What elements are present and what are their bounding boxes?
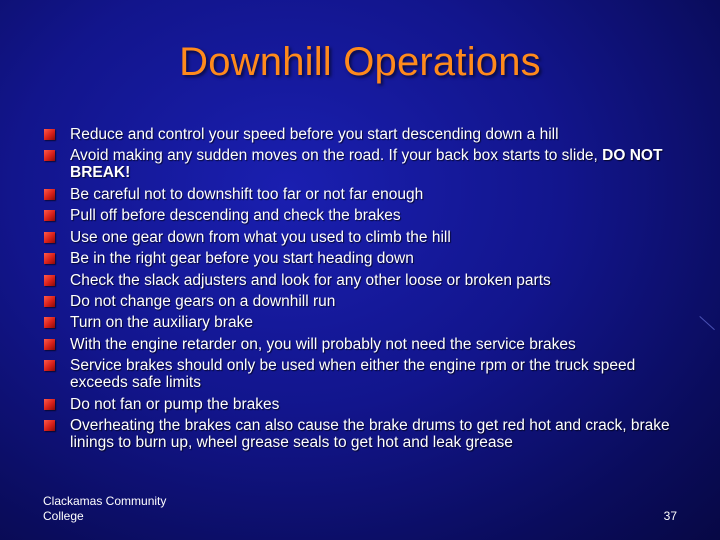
bullet-item — [44, 337, 680, 354]
bullet-text: Service brakes should only be used when either the engine rpm or the truck speed exceeds safe limits — [70, 357, 636, 392]
bullet-item — [44, 127, 680, 144]
square-bullet-icon — [44, 420, 55, 431]
bullet-text: Be careful not to downshift too far or not far enough — [70, 185, 424, 203]
bullet-text: Check the slack adjusters and look for any other loose or broken parts — [70, 271, 551, 289]
bullet-text: Use one gear down from what you used to climb the hill — [70, 228, 451, 246]
bullet-text: Do not fan or pump the brakes — [70, 395, 280, 413]
square-bullet-icon — [44, 150, 55, 161]
footer-institution: Clackamas Community College — [43, 494, 167, 523]
bullet-text: Do not change gears on a downhill run — [70, 292, 336, 310]
bullet-text: Reduce and control your speed before you start descending down a hill — [70, 126, 559, 143]
bullet-item — [44, 273, 680, 290]
bullet-item — [44, 397, 680, 414]
bullet-text: Turn on the auxiliary brake — [70, 314, 253, 332]
bullet-list — [44, 127, 680, 456]
page-number: 37 — [663, 509, 677, 523]
square-bullet-icon — [44, 129, 55, 140]
square-bullet-icon — [44, 189, 55, 200]
bullet-item — [44, 187, 680, 204]
bullet-item — [44, 251, 680, 268]
bullet-text: With the engine retarder on, you will probably not need the service brakes — [70, 335, 576, 353]
square-bullet-icon — [44, 232, 55, 243]
bullet-item — [44, 148, 680, 181]
bullet-text: Be in the right gear before you start heading down — [70, 250, 414, 268]
square-bullet-icon — [44, 317, 55, 328]
square-bullet-icon — [44, 296, 55, 307]
square-bullet-icon — [44, 399, 55, 410]
bullet-item — [44, 418, 680, 451]
bullet-text: Pull off before descending and check the brakes — [70, 207, 401, 225]
bullet-item — [44, 294, 680, 311]
bullet-emphasis: DO NOT BREAK! — [70, 147, 663, 182]
square-bullet-icon — [44, 210, 55, 221]
square-bullet-icon — [44, 339, 55, 350]
decorative-line — [699, 316, 715, 330]
bullet-item — [44, 315, 680, 332]
slide-title: Downhill Operations — [179, 40, 541, 84]
bullet-text: Avoid making any sudden moves on the road. If your back box starts to slide, — [70, 147, 603, 165]
square-bullet-icon — [44, 275, 55, 286]
square-bullet-icon — [44, 360, 55, 371]
bullet-item — [44, 208, 680, 225]
square-bullet-icon — [44, 253, 55, 264]
bullet-item — [44, 358, 680, 391]
bullet-item — [44, 230, 680, 247]
bullet-text: Overheating the brakes can also cause the brake drums to get red hot and crack, brake linings to burn up, wheel grease seals to get hot and leak grease — [70, 417, 670, 451]
